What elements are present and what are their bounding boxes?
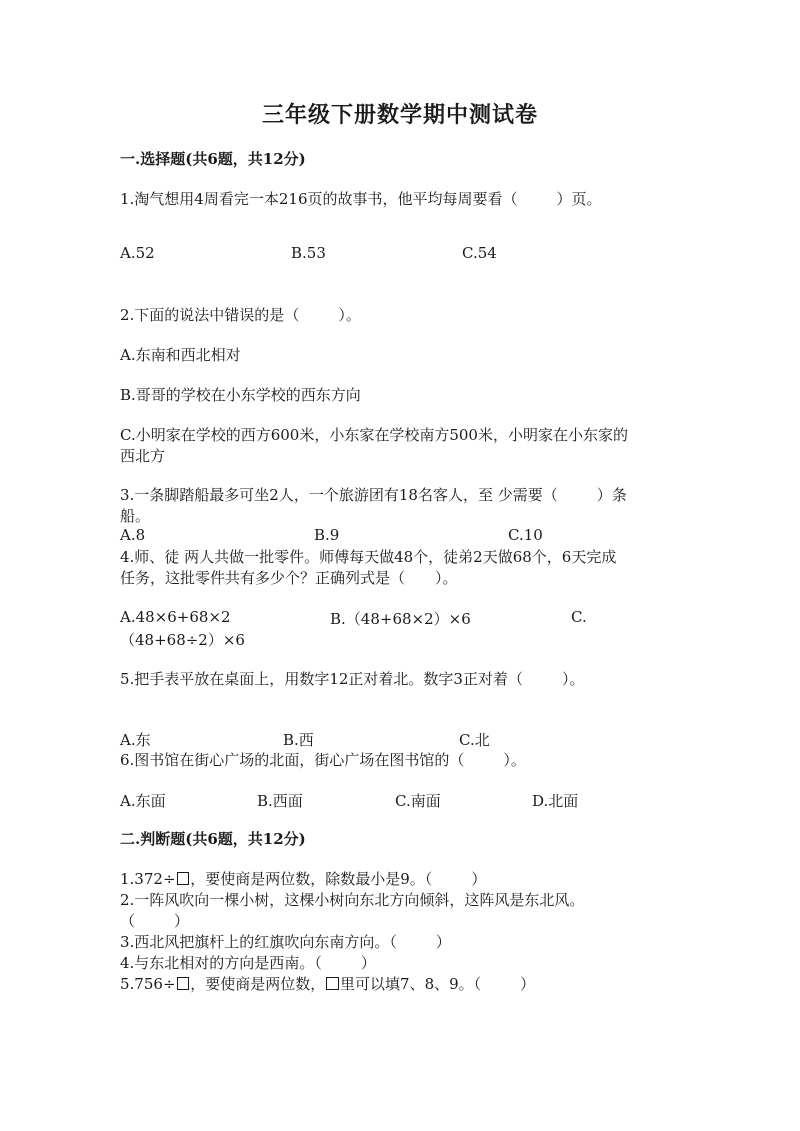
option-c[interactable]: C.54 — [462, 244, 497, 262]
item-text: ，要使商是两位数， — [190, 975, 326, 993]
question-tail: ）页。 — [556, 190, 602, 208]
judgement-item-2-continued — [120, 910, 189, 931]
option-b[interactable]: B.53 — [291, 244, 326, 262]
option-c-continued: （48+68÷2）×6 — [120, 631, 245, 649]
question-5 — [120, 668, 584, 689]
item-tail: ） — [471, 870, 487, 888]
option-a[interactable]: A.8 — [120, 526, 146, 544]
option-b[interactable]: B.9 — [314, 526, 340, 544]
judgement-item-5 — [120, 973, 535, 994]
option-c-continued: 西北方 — [120, 447, 166, 465]
item-text: ，要使商是两位数，除数最小是9。（ — [190, 870, 433, 888]
judgement-item-4 — [120, 952, 376, 973]
question-tail: ）。 — [435, 569, 458, 587]
item-text: 里可以填7、8、9。（ — [340, 975, 482, 993]
blank-box-icon — [177, 872, 190, 885]
blank-box-icon — [326, 977, 339, 990]
option-a[interactable]: A.48×6+68×2 — [120, 608, 231, 626]
judgement-item-1 — [120, 868, 486, 889]
judgement-item-3 — [120, 931, 451, 952]
question-text: 3.一条脚踏船最多可坐2人，一个旅游团有18名客人，至 少需要（ — [120, 486, 558, 504]
option-a[interactable]: A.东 — [120, 731, 151, 749]
question-4-continued — [120, 567, 458, 588]
option-a[interactable]: A.东南和西北相对 — [120, 346, 241, 364]
option-a[interactable]: A.52 — [120, 244, 155, 262]
item-tail: ） — [520, 975, 536, 993]
option-a[interactable]: A.东面 — [120, 792, 166, 810]
option-b[interactable]: B.西面 — [257, 792, 303, 810]
question-6 — [120, 749, 526, 770]
section-heading-choice: 一.选择题(共6题，共12分) — [120, 150, 306, 168]
option-c[interactable]: C.北 — [459, 731, 490, 749]
item-tail: ） — [174, 912, 190, 930]
question-text: 5.把手表平放在桌面上，用数字12正对着北。数字3正对着（ — [120, 670, 523, 688]
question-tail: ）。 — [338, 306, 361, 324]
option-c[interactable]: C.10 — [508, 526, 543, 544]
option-b[interactable]: B.哥哥的学校在小东学校的西东方向 — [120, 386, 361, 404]
question-4: 4.师、徒 两人共做一批零件。师傅每天做48个，徒弟2天做68个，6天完成 — [120, 548, 617, 566]
question-text: 1.淘气想用4周看完一本216页的故事书，他平均每周要看（ — [120, 190, 518, 208]
question-text: 6.图书馆在街心广场的北面，街心广场在图书馆的（ — [120, 751, 465, 769]
question-2 — [120, 304, 361, 325]
question-tail: ）。 — [503, 751, 526, 769]
item-text: 4.与东北相对的方向是西南。（ — [120, 954, 322, 972]
option-b[interactable]: B.西 — [283, 731, 314, 749]
option-c[interactable]: C.南面 — [395, 792, 441, 810]
item-text: （ — [120, 912, 136, 930]
option-d[interactable]: D.北面 — [532, 792, 579, 810]
question-3 — [120, 484, 627, 505]
question-1 — [120, 188, 602, 209]
question-tail: ）。 — [561, 670, 585, 688]
question-text: 任务，这批零件共有多少个？正确列式是（ — [120, 569, 406, 587]
item-tail: ） — [435, 933, 451, 951]
question-tail: ）条 — [596, 486, 627, 504]
item-text: 5.756÷ — [120, 975, 176, 993]
section-heading-judgement: 二.判断题(共6题，共12分) — [120, 830, 306, 848]
judgement-item-2: 2.一阵风吹向一棵小树，这棵小树向东北方向倾斜，这阵风是东北风。 — [120, 891, 585, 909]
item-text: 1.372÷ — [120, 870, 176, 888]
question-text: 2.下面的说法中错误的是（ — [120, 306, 300, 324]
item-text: 3.西北风把旗杆上的红旗吹向东南方向。（ — [120, 933, 397, 951]
option-b[interactable]: B.（48+68×2）×6 — [330, 610, 471, 628]
blank-box-icon — [177, 977, 190, 990]
item-tail: ） — [360, 954, 376, 972]
option-c[interactable]: C.小明家在学校的西方600米，小东家在学校南方500米，小明家在小东家的 — [120, 426, 628, 444]
option-c[interactable]: C. — [571, 608, 587, 626]
question-3-continued: 船。 — [120, 507, 151, 525]
page-title: 三年级下册数学期中测试卷 — [261, 102, 538, 128]
